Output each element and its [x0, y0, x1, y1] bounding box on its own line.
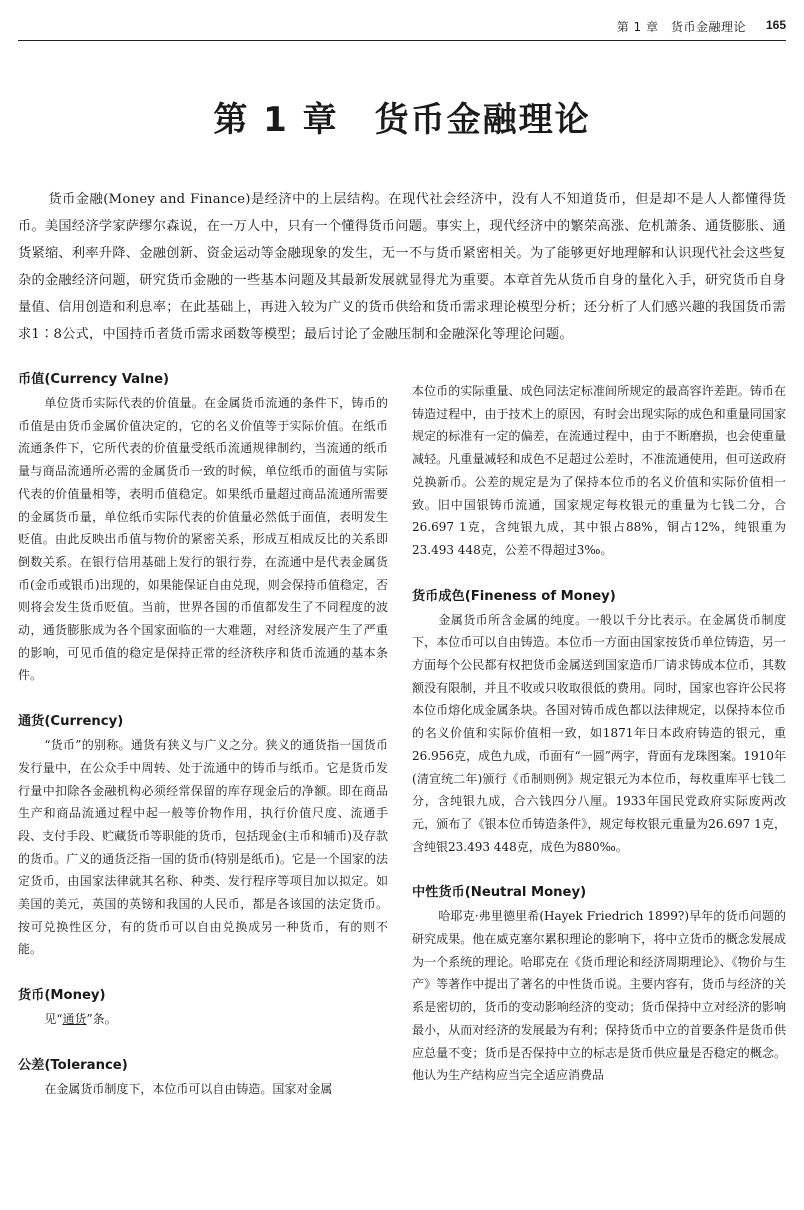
- entry-heading-fineness: 货币成色(Fineness of Money): [412, 588, 616, 604]
- left-column: [18, 368, 388, 1101]
- entry-heading-currency-value: 币值(Currency Valne): [18, 372, 170, 387]
- entry-heading-neutral-money: 中性货币(Neutral Money): [412, 885, 587, 901]
- entry-heading-tolerance: 公差(Tolerance): [18, 1057, 128, 1073]
- entry-text-currency: “货币”的别称。通货有狭义与广义之分。狭义的通货指一国货币发行量中，在公众手中周转、处于流通中的铸币与纸币。它是货币发行量中扣除各金融机构必须经常保留的库存现金后的净额。即在商品生产和商品流通过程中起一般等价物作用，执行价值尺度、流通手段、支付手段、贮藏货币等职能的货币，包括现金(主币和辅币)及存款的货币。广义的通货泛指一国的货币(特别是纸币)。它是一个国家的法定货币，由国家法律就其名称、种类、发行程序等项目加以拟定。如美国的美元，英国的英镑和我国的人民币，都是各该国的法定货币。按可兑换性区分，有的货币可以自由兑换成另一种货币，有的则不能。: [18, 738, 388, 957]
- chapter-title: [0, 92, 804, 141]
- intro-paragraph: 货币金融(Money and Finance)是经济中的上层结构。在现代社会经济中，没有人不知道货币，但是却不是人人都懂得货币。美国经济学家萨缪尔森说，在一万人中，只有一个懂得货币问题。事实上，现代经济中的繁荣高涨、危机萧条、通货膨胀、通货紧缩、利率升降、金融创新、资金运动等金融现象的发生，无一不与货币紧密相关。为了能够更好地理解和认识现代社会这些复杂的金融经济问题，研究货币金融的一些基本问题及其最新发展就显得尤为重要。本章首先从货币自身的量化入手，研究货币自身量值、信用创造和利息率；在此基础上，再进入较为广义的货币供给和货币需求理论模型分析；还分析了人们感兴趣的我国货币需求1∶8公式，中国持币者货币需求函数等模型；最后讨论了金融压制和金融深化等理论问题。: [18, 192, 786, 343]
- right-column: [412, 380, 786, 1087]
- page-number: 165: [765, 18, 786, 32]
- entry-text-money: [18, 1008, 388, 1031]
- entry-heading-money: 货币(Money): [18, 988, 106, 1004]
- entry-text-fineness: 金属货币所含金属的纯度。一般以千分比表示。在金属货币制度下，本位币可以自由铸造。本位币一方面由国家按货币单位铸造，另一方面每个公民都有权把货币金属送到国家造币厂请求铸成本位币，其数额没有限制，并且不收或只收取很低的费用。同时，国家也容许公民将本位币熔化成金属条块。各国对铸币成色都以法律规定，以保持本位币的名义价值和实际价值相一致，如1871年日本政府铸造的银元，重26.956克，成色九成，币面有“一圆”两字，背面有龙珠图案。1910年(清宣统二年)颁行《币制则例》规定银元为本位币，每枚重库平七钱二分，含纯银九成，合六钱四分八厘。1933年国民党政府实际废两改元，颁布了《银本位币铸造条件》，规定每枚银元重量为26.697 1克，含纯银23.493 448克，成色为880‰。: [412, 612, 786, 854]
- cross-reference-link[interactable]: 通货: [62, 1012, 87, 1027]
- chapter-name: 货币金融理论: [374, 100, 591, 140]
- page-header: [18, 10, 786, 41]
- entry-heading-currency: 通货(Currency): [18, 714, 124, 730]
- running-title: 第 1 章 货币金融理论: [616, 20, 746, 34]
- see-prefix: 见“: [44, 1012, 63, 1027]
- see-suffix: ”条。: [86, 1012, 117, 1027]
- entry-text-neutral-money: 哈耶克·弗里德里希(Hayek Friedrich 1899?)早年的货币问题的研究成果。他在威克塞尔累积理论的影响下，将中立货币的概念发展成为一个系统的理论。哈耶克在《货币理论和经济周期理论》、《物价与生产》等著作中提出了著名的中性货币说。主要内容有，货币与经济的关系是密切的，货币的变动影响经济的变动；货币保持中立对经济的影响最小，从而对经济的发展最为有利；保持货币中立的首要条件是货币供应总量不变；货币是否保持中立的标志是货币供应量是否稳定的概念。他认为生产结构应当完全适应消费品: [412, 909, 786, 1083]
- entry-text-tolerance-start: 在金属货币制度下，本位币可以自由铸造。国家对金属: [44, 1081, 333, 1096]
- chapter-number: 第 1 章: [213, 100, 339, 140]
- entry-text-tolerance-continued: 本位币的实际重量、成色同法定标准间所规定的最高容许差距。铸币在铸造过程中，由于技术上的原因，有时会出现实际的成色和重量同国家规定的标准有一定的偏差，在流通过程中，由于不断磨损，也会使重量减轻。凡重量减轻和成色不足超过公差时，不准流通使用，但可送政府兑换新币。公差的规定是为了保持本位币的名义价值和实际价值相一致。旧中国银铸币流通，国家规定每枚银元的重量为七钱二分，合26.697 1克，含纯银九成，其中银占88%，铜占12%，纯银重为23.493 448克，公差不得超过3‰。: [412, 384, 786, 557]
- entry-text-currency-value: 单位货币实际代表的价值量。在金属货币流通的条件下，铸币的币值是由货币金属价值决定的，它的名义价值等于实际价值。在纸币流通条件下，它所代表的价值量受纸币流通规律制约，当流通的纸币量与商品流通所必需的金属货币一致的时候，单位纸币的面值与实际代表的价值量相等，表明币值稳定。如果纸币量超过商品流通所需要的金属货币量，单位纸币实际代表的价值量必然低于面值，表明发生贬值。由此反映出币值与物价的紧密关系，形成互相成反比的关系即倒数关系。在银行信用基础上发行的银行券，在流通中是代表金属货币(金币或银币)出现的，如果能保证自由兑现，则会保持币值稳定，否则将会发生货币贬值。当前，世界各国的币值都发生了不同程度的波动，通货膨胀成为各个国家面临的一大难题，对经济发展产生了严重的影响，可见币值的稳定是保持正常的经济秩序和货币流通的基本条件。: [18, 396, 388, 683]
